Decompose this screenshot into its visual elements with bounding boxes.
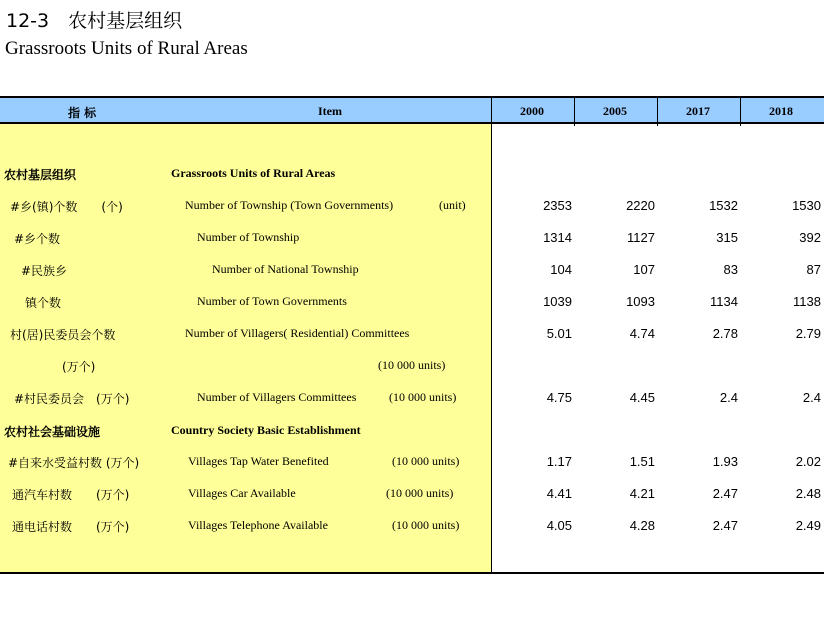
header-year-2005: 2005: [603, 104, 627, 118]
row-en: Country Society Basic Establishment: [171, 423, 361, 437]
data-table: [0, 96, 824, 574]
header-year-2018: 2018: [769, 104, 793, 118]
value-cell: 1532: [709, 198, 738, 213]
value-cell: 315: [716, 230, 738, 245]
row-en: Villages Telephone Available: [188, 518, 328, 532]
row-cn: 通电话村数 (万个): [12, 520, 130, 534]
header-year-2017: 2017: [686, 104, 710, 118]
value-cell: 104: [550, 262, 572, 277]
value-cell: 392: [799, 230, 821, 245]
table-header: [0, 96, 824, 124]
value-cell: 4.41: [546, 486, 572, 501]
value-cell: 2353: [543, 198, 572, 213]
row-cn: 农村基层组织: [4, 168, 77, 182]
page-title-en: Grassroots Units of Rural Areas: [5, 38, 248, 59]
value-cell: 4.45: [629, 390, 655, 405]
row-cn: 村(居)民委员会个数: [10, 328, 116, 342]
row-unit: (unit): [439, 198, 466, 212]
value-cell: 83: [723, 262, 738, 277]
row-unit: (10 000 units): [392, 518, 460, 532]
row-en: Number of Villagers( Residential) Committees: [185, 326, 410, 340]
row-cn: #乡(镇)个数 (个): [10, 200, 123, 214]
value-cell: 5.01: [546, 326, 572, 341]
row-en: Grassroots Units of Rural Areas: [171, 166, 336, 180]
value-cell: 2.4: [719, 390, 738, 405]
header-indicator: 指 标: [68, 106, 97, 120]
value-cell: 1530: [792, 198, 821, 213]
row-unit: (10 000 units): [389, 390, 457, 404]
value-cell: 107: [633, 262, 655, 277]
value-cell: 2.4: [802, 390, 821, 405]
value-cell: 1314: [543, 230, 572, 245]
row-cn: 通汽车村数 (万个): [12, 488, 130, 502]
value-cell: 1039: [543, 294, 572, 309]
value-cell: 2.47: [712, 518, 738, 533]
value-cell: 1.51: [629, 454, 655, 469]
value-cell: 1134: [710, 294, 738, 309]
value-cell: 2.78: [712, 326, 738, 341]
row-en: Number of Township: [197, 230, 300, 244]
row-en: Number of Town Governments: [197, 294, 347, 308]
row-en: Villages Car Available: [188, 486, 296, 500]
header-year-2000: 2000: [520, 104, 544, 118]
value-cell: 1.93: [712, 454, 738, 469]
row-cn: 镇个数: [25, 296, 62, 310]
row-unit: (10 000 units): [378, 358, 446, 372]
row-unit: (10 000 units): [392, 454, 460, 468]
header-item: Item: [318, 104, 342, 118]
value-cell: 4.75: [546, 390, 572, 405]
row-en: Number of National Township: [212, 262, 359, 276]
row-en: Number of Township (Town Governments): [185, 198, 394, 212]
value-cell: 2.02: [795, 454, 821, 469]
value-cell: 4.74: [629, 326, 655, 341]
value-cell: 2.48: [795, 486, 821, 501]
row-cn: #村民委员会 (万个): [14, 392, 130, 406]
row-cn: #乡个数: [14, 232, 61, 246]
value-cell: 4.28: [629, 518, 655, 533]
value-cell: 2.49: [795, 518, 821, 533]
value-cell: 87: [806, 262, 821, 277]
value-cell: 2.47: [712, 486, 738, 501]
row-en: Villages Tap Water Benefited: [188, 454, 329, 468]
row-en: Number of Villagers Committees: [197, 390, 357, 404]
page-title-cn: 12-3 农村基层组织: [6, 10, 183, 32]
value-cell: 4.05: [546, 518, 572, 533]
item-column-background: [0, 124, 491, 573]
value-cell: 2.79: [795, 326, 821, 341]
row-cn: (万个): [62, 360, 96, 374]
value-cell: 1127: [627, 230, 655, 245]
value-cell: 1093: [626, 294, 655, 309]
row-cn: #自来水受益村数 (万个): [8, 456, 140, 470]
value-cell: 1.17: [546, 454, 572, 469]
value-cell: 1138: [793, 294, 821, 309]
value-cell: 2220: [626, 198, 655, 213]
row-cn: #民族乡: [21, 264, 68, 278]
row-unit: (10 000 units): [386, 486, 454, 500]
value-cell: 4.21: [629, 486, 655, 501]
row-cn: 农村社会基础设施: [4, 425, 101, 439]
